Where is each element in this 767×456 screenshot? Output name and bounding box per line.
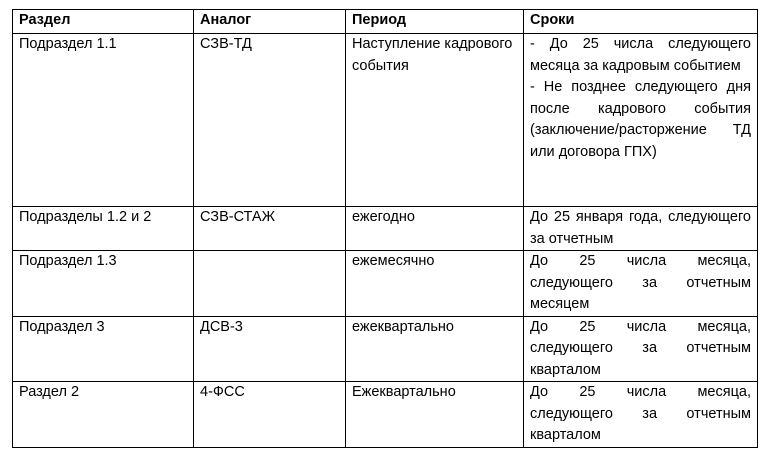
- table-header-row: [13, 10, 758, 34]
- cell-period: ежеквартально: [346, 316, 524, 382]
- header-deadline: Сроки: [524, 10, 758, 34]
- cell-deadline: [524, 382, 758, 448]
- cell-period: ежегодно: [346, 207, 524, 251]
- cell-analog: СЗВ-СТАЖ: [194, 207, 346, 251]
- deadline-line: До 25 января года, следующего за отчетным: [530, 209, 751, 247]
- reporting-table: [12, 9, 758, 448]
- cell-section: Раздел 2: [13, 382, 194, 448]
- table-row: [13, 207, 758, 251]
- deadline-line: До 25 числа месяца, следующего за отчетным кварталом: [530, 384, 751, 443]
- cell-deadline: [524, 207, 758, 251]
- header-section: Раздел: [13, 10, 194, 34]
- deadline-line: - Не позднее следующего дня после кадрового события (заключение/расторжение ТД или договора ГПХ): [530, 79, 751, 160]
- deadline-line: До 25 числа месяца, следующего за отчетным кварталом: [530, 318, 751, 378]
- cell-analog: 4-ФСС: [194, 382, 346, 448]
- deadline-line: До 25 числа месяца, следующего за отчетным месяцем: [530, 253, 751, 312]
- table-row: [13, 251, 758, 317]
- cell-section: Подраздел 1.3: [13, 251, 194, 317]
- cell-period: Ежеквартально: [346, 382, 524, 448]
- cell-section: Подраздел 3: [13, 316, 194, 382]
- cell-analog: СЗВ-ТД: [194, 34, 346, 207]
- cell-analog: ДСВ-3: [194, 316, 346, 382]
- cell-deadline: [524, 34, 758, 207]
- reporting-table-container: [12, 9, 758, 448]
- cell-analog: [194, 251, 346, 317]
- cell-deadline: [524, 251, 758, 317]
- table-row: [13, 34, 758, 207]
- header-analog: Аналог: [194, 10, 346, 34]
- table-row: [13, 382, 758, 448]
- cell-deadline: [524, 316, 758, 382]
- cell-section: Подразделы 1.2 и 2: [13, 207, 194, 251]
- cell-period: ежемесячно: [346, 251, 524, 317]
- cell-period: Наступление кадрового события: [346, 34, 524, 207]
- table-row: [13, 316, 758, 382]
- cell-section: Подраздел 1.1: [13, 34, 194, 207]
- deadline-line: - До 25 числа следующего месяца за кадровым событием: [530, 36, 751, 74]
- header-period: Период: [346, 10, 524, 34]
